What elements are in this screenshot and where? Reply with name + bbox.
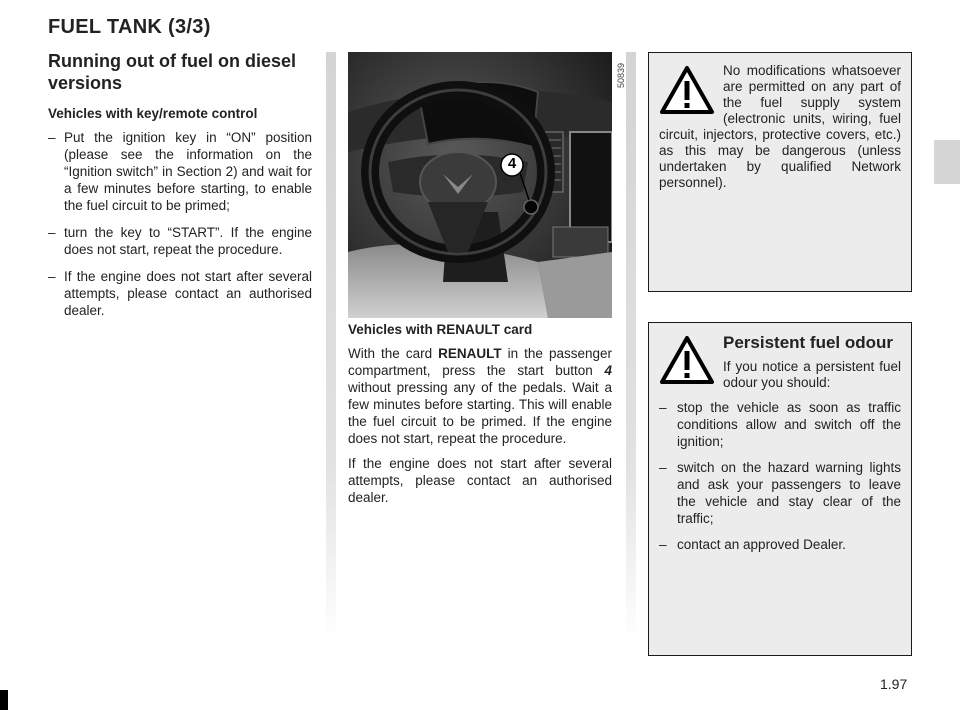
- section-title: Running out of fuel on diesel versions: [48, 51, 296, 93]
- corner-mark: [0, 690, 8, 710]
- renault-card-subtitle: Vehicles with RENAULT card: [348, 322, 533, 337]
- warning-triangle-icon: [659, 335, 715, 385]
- dashboard-figure: [348, 52, 612, 318]
- page-title: FUEL TANK (3/3): [48, 16, 211, 38]
- fuel-odour-warning-box: [648, 322, 912, 656]
- key-remote-steps: [48, 129, 312, 319]
- page-number: 1.97: [880, 676, 908, 692]
- fuel-odour-intro: If you notice a persistent fuel odour you should:: [723, 359, 901, 390]
- modification-warning-box: [648, 52, 912, 292]
- modification-warning-text: No modifications whatsoever are permitted on any part of the fuel supply system (electronic units, wiring, fuel circuit, injectors, protective covers, etc.) as this may be dangerous (unless undertaken by qualified Network personnel).: [659, 63, 901, 190]
- callout-number: 4: [507, 155, 517, 172]
- column-separator-right: [626, 52, 636, 642]
- list-item: – contact an approved Dealer.: [659, 536, 901, 553]
- renault-card-paragraph: With the card RENAULT in the passenger compartment, press the start button 4 without pressing any of the pedals. Wait a few minutes before starting. This will enable the fuel circuit to be primed. If the engine does not start, repeat the procedure.: [348, 346, 612, 446]
- renault-card-paragraph-2: If the engine does not start after several attempts, please contact an authorised dealer.: [348, 456, 612, 505]
- renault-card-section: [348, 322, 612, 514]
- list-item: – stop the vehicle as soon as traffic conditions allow and switch off the ignition;: [659, 399, 901, 450]
- section-tab-marker: [934, 140, 960, 184]
- left-column: [48, 50, 312, 329]
- steering-wheel-illustration: [348, 52, 612, 318]
- column-separator-left: [326, 52, 336, 642]
- list-item: – Put the ignition key in “ON” position (please see the information on the “Ignition switch” in Section 2) and wait for a few minutes before starting, to enable the fuel circuit to be primed;: [48, 129, 312, 214]
- list-item: – switch on the hazard warning lights and ask your passengers to leave the vehicle and stay clear of the traffic;: [659, 459, 901, 527]
- list-item: – If the engine does not start after several attempts, please contact an authorised dealer.: [48, 268, 312, 319]
- figure-id: 50839: [616, 62, 626, 88]
- fuel-odour-title: Persistent fuel odour: [723, 333, 894, 352]
- dashboard-photo: [348, 52, 612, 318]
- fuel-odour-steps: [659, 391, 901, 553]
- key-remote-subtitle: Vehicles with key/remote control: [48, 106, 258, 121]
- list-item: – turn the key to “START”. If the engine does not start, repeat the procedure.: [48, 224, 312, 258]
- warning-triangle-icon: [659, 65, 715, 115]
